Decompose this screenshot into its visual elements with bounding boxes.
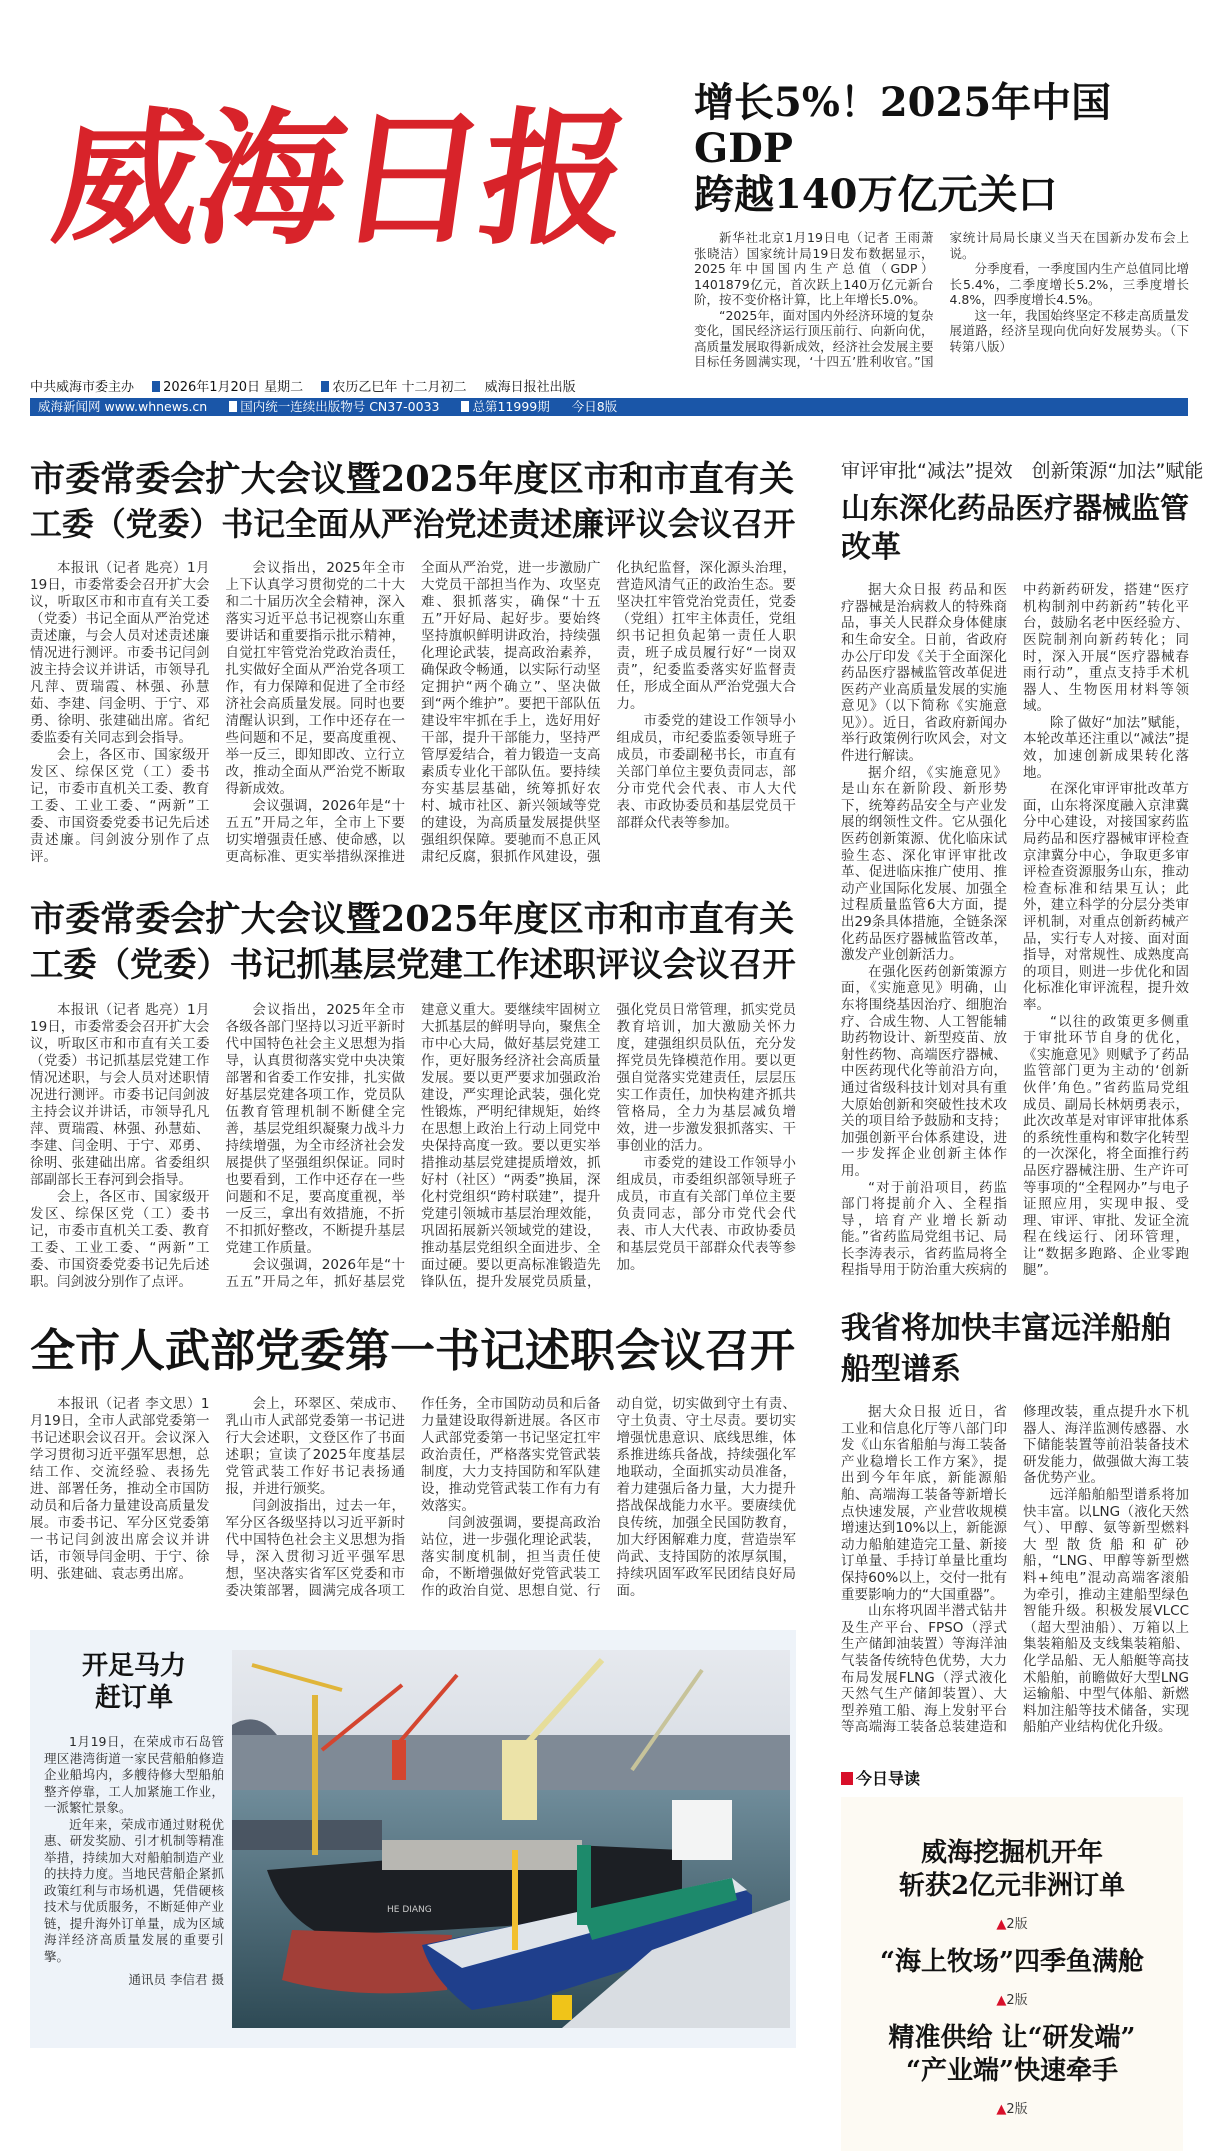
headline-line: 山东深化药品医疗器械监管 [841,490,1190,525]
main-content [30,456,1204,2151]
paragraph: 本报讯（记者 匙亮）1月19日，市委常委会召开扩大会议，听取区市和市直有关工委（党委）书记全面从严治党述责述廉，与会人员对述责述廉情况进行测评。市委书记闫剑波主持会议并讲话，市领导孔凡萍、贾瑞霞、林强、孙慧茹、李建、闫金明、于宁、邓勇、徐明、张建础出席。省纪委监委有关同志到会指导。 [30,559,210,746]
paragraph: 新华社北京1月19日电（记者 王雨萧 张晓洁）国家统计局19日发布数据显示，2025年中国国内生产总值（GDP）1401879亿元，首次跃上140万亿元新台阶，按不变价格计算，比上年增长5.0%。 [694,230,934,307]
guide-item-title: 精准供给 让“研发端” [888,2022,1136,2053]
photo-story-title[interactable] [44,1650,224,1714]
yellow-mast [512,1850,518,1950]
headline-line: 市委常委会扩大会议暨2025年度区市和市直有关 [30,458,795,500]
lead-headline-line: 增长5%！2025年中国GDP [694,79,1112,172]
drug-headline[interactable] [841,489,1189,569]
headline-line: 我省将加快丰富远洋船舶 [841,1311,1171,1347]
paragraph: 据大众日报 近日，省工业和信息化厅等八部门印发《山东省船舶与海工装备产业稳增长工作方案》，提出到今年年底，新能源船舶、高端海工装备等新增长点快速发展，产业营收规模增速达到10%以上，新能源动力船舶建造完工量、新接订单量、手持订单量比重均保持60%以上，交付一批有重要影响力的“大国重器”。 [841,1404,1007,1603]
right-column [841,456,1204,2151]
guide-item[interactable] [841,2022,1183,2117]
drug-body [841,582,1189,1279]
photo-title-line: 赶订单 [94,1683,173,1713]
triangle-up-icon: ▲ [996,1916,1007,1932]
black-ship-bow-red [282,1930,452,1993]
paragraph: 分季度看，一季度国内生产总值同比增长5.4%，二季度增长5.2%，三季度增长4.8%，四季度增长4.5%。 [949,261,1189,307]
guide-item-title: 斩获2亿元非洲订单 [898,1870,1126,1901]
headline-line: 全市人武部党委第一书记述职会议召开 [30,1324,796,1378]
page-count: 今日8版 [571,398,618,414]
hatch-covers [382,1840,582,1870]
paragraph: 远洋船舶船型谱系将加快丰富。以LNG（液化天然气）、甲醇、氨等新型燃料大型散货船和矿砂船，“LNG、甲醇等新型燃料+纯电”混动高端客滚船为牵引，推动主建船型绿色智能升级。积极发展VLCC（超大型油船）、万箱以上集装箱船及支线集装箱船、化学品船、无人船艇等高技术船舶，前瞻做好大型LNG运输船、中型气体船、新燃料加注船等技术储备，实现船舶产业结构优化升级。 [1023,1487,1189,1736]
article2 [30,896,796,1291]
guide-item-page: 2版 [1006,1916,1028,1932]
publish-date: 2026年1月20日 星期二 [163,379,304,395]
article1-headline[interactable] [30,456,796,546]
paragraph: “2025年，面对国内外经济环境的复杂变化，国民经济运行顶压前行、向新向优，高质量发展取得新成效，经济社会发展主要目标任务圆满实现，‘十四五’胜利收官。”国家统计局局长康义当天在国新办发布会上说。 [694,230,1189,369]
paragraph: 在强化医药创新策源方面，《实施意见》明确，山东将围绕基因治疗、细胞治疗、合成生物、人工智能辅助药物设计、新型疫苗、放射性药物、高端医疗器械、中医药现代化等前沿方向，通过省级科技计划对具有重大原始创新和突破性技术攻关的项目给予鼓励和支持；加强创新平台体系建设，进一步发挥企业创新主体作用。 [841,963,1007,1179]
article3-body [30,1396,796,1600]
headline-line: 市委常委会扩大会议暨2025年度区市和市直有关 [30,898,795,940]
guide-item-page: 2版 [1006,1992,1028,2008]
paragraph: 1月19日，在荣成市石岛管理区港湾街道一家民营船舶修造企业船坞内，多艘待修大型船舶整齐停靠，工人加紧施工作业，一派繁忙景象。 [44,1734,224,1815]
guide-item-title: “产业端”快速牵手 [906,2055,1118,2086]
triangle-up-icon: ▲ [996,2101,1007,2117]
headline-line: 改革 [841,529,901,565]
info-bar [30,398,1188,416]
triangle-up-icon: ▲ [996,1992,1007,2008]
green-crane [577,1845,591,1925]
headline-line: 船型谱系 [841,1351,961,1387]
guide-box [841,1797,1183,2151]
guide-heading-text: 今日导读 [856,1768,921,1788]
shipyard-photo [232,1650,790,2028]
ship-headline[interactable] [841,1309,1189,1390]
photo-story-text [44,1650,224,2028]
paragraph: 除了做好“加法”赋能，本轮改革还注重以“减法”提效，加速创新成果转化落地。 [1023,714,1189,781]
dateline [30,376,1189,395]
ship-name: HE DIANG [387,1905,432,1915]
paragraph: 会上，各区市、国家级开发区、综保区党（工）委书记，市委市直机关工委、教育工委、工业工委、“两新”工委、市国资委党委书记先后述责述廉。闫剑波分别作了点评。 [30,746,210,865]
photo-credit: 通讯员 李信君 摄 [128,1972,224,1987]
paragraph: “以往的政策更多侧重于审批环节自身的优化，《实施意见》则赋予了药品监管部门更为主动的‘创新伙伴’角色。”省药监局党组成员、副局长林炳勇表示，此次改革是对审评审批体系的系统性重构和数字化转型的一次深化，将全面推行药品医疗器械注册、生产许可等事项的“全程网办”与电子证照应用，实现申报、受理、审评、审批、发证全流程在线运行、闭环管理，让“数据多跑路、企业零跑腿”。 [1023,1013,1189,1279]
paragraph: 市委党的建设工作领导小组成员，市纪委监委领导班子成员，市委副秘书长，市直有关部门单位主要负责同志，部分市党代会代表、市人大代表、市政协委员和基层党员干部群众代表等参加。 [616,712,796,831]
headline-line: 工委（党委）书记抓基层党建工作述职评议会议召开 [30,945,796,985]
article2-body [30,1002,796,1291]
paragraph: 山东将巩固半潜式钻井及生产平台、FPSO（浮式生产储卸油装置）等海洋油气装备传统特色优势，大力布局发展FLNG（浮式液化天然气生产储卸装置）、大型养殖工船、海上发射平台等高端海工装备总装建造和修理改装，重点提升水下机器人、海洋监测传感器、水下储能装置等前沿装备技术研发能力，做强做大海工装备优势产业。 [841,1404,1189,1736]
paragraph: 据介绍，《实施意见》是山东在新阶段、新形势下，统筹药品安全与产业发展的纲领性文件。它从强化医药创新策源、优化临床试验生态、深化审评审批改革、促进临床推广使用、推动产业国际化发展、加强全过程质量监管6大方面，提出29条具体措施，全链条深化药品医疗器械监管改革，激发产业创新活力。 [841,764,1007,964]
drug-kicker: 审评审批“减法”提效 创新策源“加法”赋能 [841,459,1204,482]
quay-left [232,1820,382,1850]
ship-body [841,1404,1189,1736]
drug-article [841,456,1204,1280]
website-link[interactable]: 威海新闻网 www.whnews.cn [38,398,208,414]
paragraph: 会上，各区市、国家级开发区、综保区党（工）委书记，市委市直机关工委、教育工委、工业工委、“两新”工委、市国资委党委书记先后述职。闫剑波分别作了点评。 [30,1189,210,1291]
paragraph: “对于前沿项目，药监部门将提前介入、全程指导，培育产业增长新动能。”省药监局党组书记、局长李涛表示，省药监局将全程指导用于防治重大疾病的中药新药研发，搭建“医疗机构制剂中药新药”转化平台，鼓励名老中医经验方、医院制剂向新药转化；同时，深入开展“医疗器械春雨行动”，重点支持手术机器人、生物医用材料等领域。 [841,582,1189,1279]
paragraph: 近年来，荣成市通过财税优惠、研发奖励、引才机制等精准举措，持续加大对船舶制造产业的扶持力度。当地民营船企紧抓政策红利与市场机遇，凭借硬核技术与优质服务，不断延伸产业链，提升海外订单量，成为区域海洋经济高质量发展的重要引擎。 [44,1816,224,1964]
paragraph: 市委党的建设工作领导小组成员，市委组织部领导班子成员，市直有关部门单位主要负责同志，部分市党代会代表、市人大代表、市政协委员和基层党员干部群众代表等参加。 [616,1155,796,1274]
article3-headline[interactable] [30,1321,796,1382]
issn: 国内统一连续出版物号 CN37-0033 [240,398,440,414]
paragraph: 闫剑波强调，要提高政治站位，进一步强化理论武装，落实制度机制，担当责任使命，不断增强做好党管武装工作的政治自觉、思想自觉、行动自觉，切实做到守土有责、守土负责、守土尽责。要切实增强忧患意识、底线思维，体系推进练兵备战，持续强化军地联动，全面抓实动员准备，着力建强后备力量，大力提升搭战保战能力水平。要赓续优良传统，加强全民国防教育，加大纾困解难力度，营造崇军尚武、支持国防的浓厚氛围，持续巩固军政军民团结良好局面。 [421,1396,796,1599]
article2-headline[interactable] [30,896,796,988]
paragraph: 这一年，我国始终坚定不移走高质量发展道路，经济呈现向优向好发展势头。（下转第八版） [949,307,1189,354]
paragraph: 会议强调，2026年是“十五五”开局之年，抓好基层党建意义重大。要继续牢固树立大抓基层的鲜明导向，聚焦全市中心大局，做好基层党建工作，更好服务经济社会高质量发展。要以更严要求加强政治建设，严实理论武装，强化党性锻炼，严明纪律规矩，始终在思想上政治上行动上同党中央保持高度一致。要以更实举措推动基层党建提质增效，抓好村（社区）“两委”换届，深化村党组织“跨村联建”，提升党建引领城市基层治理效能，巩固拓展新兴领域党的建设，推动基层党组织全面进步、全面过硬。要以更高标准锻造先锋队伍，提升发展党员质量，强化党员日常管理，抓实党员教育培训，加大激励关怀力度，建强组织员队伍，充分发挥党员先锋模范作用。要以更强自觉落实党建责任，层层压实工作责任，加快构建齐抓共管格局，全力为基层减负增效，进一步激发狠抓落实、干事创业的活力。 [225,1002,796,1291]
paragraph: 在深化审评审批改革方面，山东将深度融入京津冀分中心建设，对接国家药监局药品和医疗器械审评检查京津冀分中心，争取更多审评检查资源服务山东，推动检查标准和结果互认；此外，建立科学的分层分类审评机制，对重点创新药械产品，实行专人对接、面对面指导，对常规性、成熟度高的项目，则进一步优化和固化标准化审评流程，提升效率。 [1023,781,1189,1013]
lead-headline-line: 跨越140万亿元关口 [694,171,1058,218]
headline-line: 工委（党委）书记全面从严治党述责述廉评议会议召开 [30,504,796,543]
publisher: 威海日报社出版 [484,379,576,395]
article1-body [30,560,796,866]
guide-heading [841,1766,1189,1789]
tower-crane [312,1695,318,1855]
paragraph: 会上，环翠区、荣成市、乳山市人武部党委第一书记进行大会述职，文登区作了书面述职；宣读了2025年度基层党管武装工作好书记表扬通报，并进行颁奖。 [225,1396,405,1497]
paragraph: 闫剑波指出，过去一年，军分区各级坚持以习近平新时代中国特色社会主义思想为指导，深入贯彻习近平强军思想，坚决落实省军区党委和市委决策部署，圆满完成各项工作任务，全市国防动员和后备力量建设取得新进展。各区市人武部党委第一书记坚定扛牢政治责任，严格落实党管武装制度，大力支持国防和军队建设，推动党管武装工作有力有效落实。 [225,1396,601,1599]
lunar-date: 农历乙巳年 十二月初二 [332,379,467,395]
guide-item-title: 威海挖掘机开年 [920,1837,1103,1868]
paragraph: 本报讯（记者 匙亮）1月19日，市委常委会召开扩大会议，听取区市和市直有关工委（党委）书记抓基层党建工作情况述职，与会人员对述职情况进行测评。市委书记闫剑波主持会议并讲话，市领导孔凡萍、贾瑞霞、林强、孙慧茹、李建、闫金明、于宁、邓勇、徐明、张建础出席。省委组织部副部长王春河到会指导。 [30,1002,210,1189]
photo-title-line: 开足马力 [81,1651,186,1681]
dock-booth [552,1995,572,2020]
lead-headline[interactable] [694,80,1189,218]
ship-article [841,1309,1189,1736]
guide-item-page: 2版 [1006,2101,1028,2117]
guide-item[interactable] [841,1946,1183,2008]
red-square-icon [841,1772,853,1785]
paragraph: 据大众日报 药品和医疗器械是治病救人的特殊商品，事关人民群众身体健康和生命安全。日前，省政府办公厅印发《关于全面深化药品医疗器械监管改革促进医药产业高质量发展的实施意见》（以下简称《实施意见》）。近日，省政府新闻办举行政策例行吹风会，对文件进行解读。 [841,582,1007,765]
article1 [30,456,796,866]
ship-crane-cab [502,1740,537,1820]
paragraph: 会议强调，2026年是“十五五”开局之年，全市上下要切实增强责任感、使命感，以更高标准、更实举措纵深推进全面从严治党，进一步激励广大党员干部担当作为、攻坚克难、狠抓落实，确保“十五五”开好局、起好步。要始终坚持旗帜鲜明讲政治，持续强化理论武装，提高政治素养，确保政令畅通，以实际行动坚定拥护“两个确立”、坚决做到“两个维护”。要把干部队伍建设牢牢抓在手上，选好用好干部，提升干部能力，坚持严管厚爱结合，着力锻造一支高素质专业化干部队伍。要持续夯实基层基础，统筹抓好农村、城市社区、新兴领域等党的建设，为高质量发展提供坚强组织保障。要驰而不息正风肃纪反腐，狠抓作风建设，强化执纪监督，深化源头治理，营造风清气正的政治生态。要坚决扛牢管党治党责任，党委（党组）扛牢主体责任，党组织书记担负起第一责任人职责，班子成员履行好“一岗双责”，纪委监委落实好监督责任，形成全面从严治党强大合力。 [225,559,796,865]
issue-number: 总第11999期 [472,398,550,414]
blue-ship-bridge [672,1800,732,1860]
sponsor: 中共威海市委主办 [30,379,135,395]
lead-body [694,230,1189,370]
article3 [30,1321,796,1600]
photo-story [30,1630,796,2048]
lead-story [694,80,1189,370]
paragraph: 会议指出，2025年全市各级各部门坚持以习近平新时代中国特色社会主义思想为指导，认真贯彻落实党中央决策部署和省委工作安排，扎实做好基层党建各项工作，党员队伍教育管理机制不断健全完善，基层党组织凝聚力战斗力持续增强，为全市经济社会发展提供了坚强组织保证。同时也要看到，工作中还存在一些问题和不足，要高度重视，举一反三，拿出有效措施，不折不扣抓好整改，不断提升基层党建工作质量。 [225,1002,405,1257]
paragraph: 会议指出，2025年全市上下认真学习贯彻党的二十大和二十届历次全会精神，深入落实习近平总书记视察山东重要讲话和重要指示批示精神，自觉扛牢管党治党政治责任，扎实做好全面从严治党各项工作，有力保障和促进了全市经济社会高质量发展。同时也要清醒认识到，工作中还存在一些问题和不足，要高度重视、举一反三，即知即改、立行立改，推动全面从严治党不断取得新成效。 [225,559,405,797]
header-area [30,0,1189,370]
newspaper-logo: 威海日报 [44,94,637,265]
guide-item-title: “海上牧场”四季鱼满舱 [880,1946,1144,1977]
photo-story-body [44,1734,224,1965]
red-crane-base [392,1740,406,1780]
left-column [30,456,796,2151]
paragraph: 本报讯（记者 李文思）1月19日，全市人武部党委第一书记述职会议召开。会议深入学习贯彻习近平强军思想，总结工作、交流经验、表扬先进、部署任务，推动全市国防动员和后备力量建设高质量发展。市委书记、军分区党委第一书记闫剑波出席会议并讲话，市领导闫金明、于宁、徐明、张建础、袁志勇出席。 [30,1396,210,1582]
guide-item[interactable] [841,1837,1183,1932]
